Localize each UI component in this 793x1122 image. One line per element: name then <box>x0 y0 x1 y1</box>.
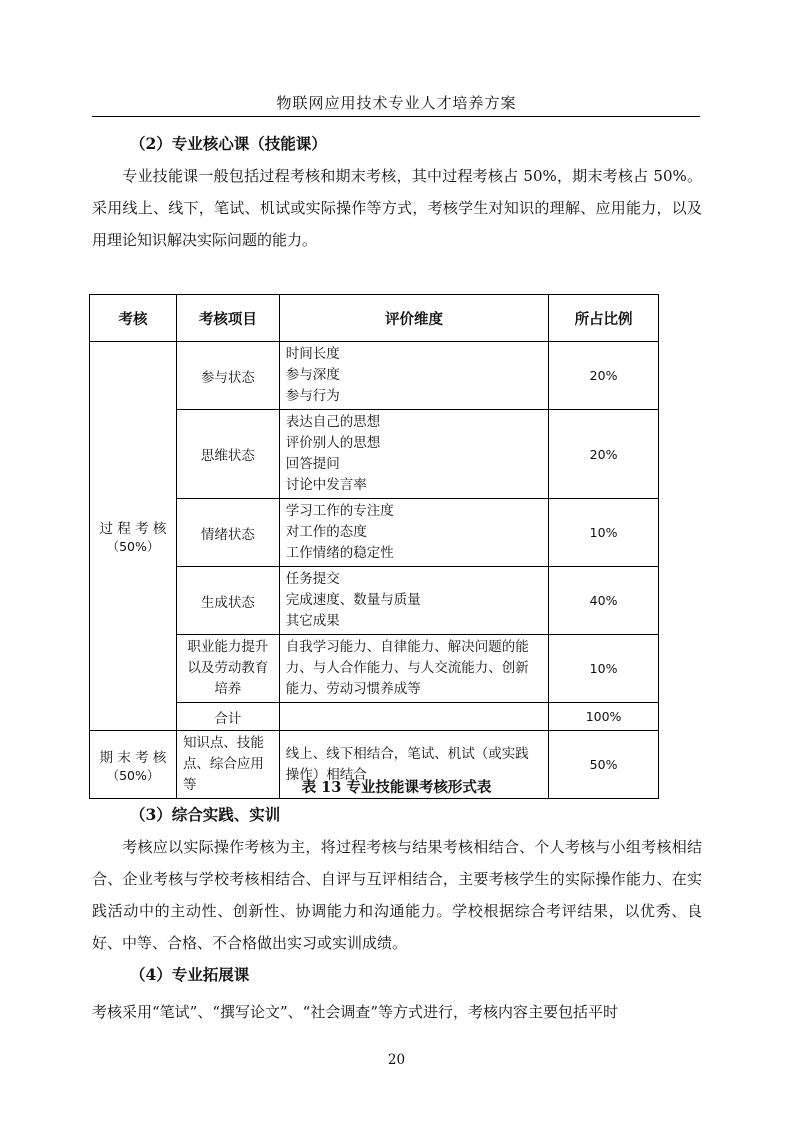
final-assessment-label: 期 末 考 核 <box>99 749 167 766</box>
total-dimension-cell <box>279 703 548 731</box>
evaluation-dimension-cell <box>279 342 548 410</box>
table-header-cell: 考核项目 <box>176 295 279 342</box>
evaluation-dimension-cell <box>279 410 548 499</box>
dimension-line: 参与深度 <box>285 367 340 383</box>
paragraph-text: 考核应以实际操作考核为主，将过程考核与结果考核相结合、个人考核与小组考核相结合、企业考核与学校考核相结合、自评与互评相结合，主要考核学生的实际操作能力、在实践活动中的主动性、创新性、协调能力和沟通能力。学校根据综合考评结果，以优秀、良好、中等、合格、不合格做出实习或实训成绩。 <box>92 838 702 952</box>
evaluation-dimension-cell: 线上、线下相结合，笔试、机试（或实践操作）相结合 <box>279 731 548 799</box>
section-heading-practice: （3）综合实践、实训 <box>130 805 281 824</box>
process-assessment-label: 过 程 考 核 <box>99 521 167 537</box>
assessment-item-cell: 职业能力提升以及劳动教育培养 <box>176 635 279 703</box>
dimension-line: 评价别人的思想 <box>285 435 381 451</box>
ratio-cell: 20% <box>549 342 659 410</box>
table-row <box>90 342 659 410</box>
dimension-line: 其它成果 <box>285 613 340 629</box>
dimension-line: 对工作的态度 <box>285 524 367 540</box>
process-assessment-cell <box>90 342 177 731</box>
document-header-title: 物联网应用技术专业人才培养方案 <box>276 94 517 112</box>
section-heading-extension: （4）专业拓展课 <box>130 965 250 984</box>
assessment-item-cell: 知识点、技能点、综合应用等 <box>176 731 279 799</box>
ratio-cell: 10% <box>549 635 659 703</box>
table-header-cell: 考核 <box>90 295 177 342</box>
dimension-line: 时间长度 <box>285 346 340 362</box>
assessment-item-cell: 生成状态 <box>176 567 279 635</box>
page-number: 20 <box>387 1052 406 1068</box>
total-label-cell: 合计 <box>176 703 279 731</box>
header-divider <box>92 116 700 117</box>
dimension-line: 讨论中发言率 <box>285 477 367 493</box>
evaluation-dimension-cell: 自我学习能力、自律能力、解决问题的能力、与人合作能力、与人交流能力、创新能力、劳动习惯养成等 <box>279 635 548 703</box>
dimension-line: 完成速度、数量与质量 <box>285 592 421 608</box>
dimension-line: 表达自己的思想 <box>285 414 381 430</box>
final-assessment-percent: （50%） <box>106 767 160 783</box>
ratio-cell: 40% <box>549 567 659 635</box>
table-header-row <box>90 295 659 342</box>
table-header-cell: 所占比例 <box>549 295 659 342</box>
dimension-line: 任务提交 <box>285 571 340 587</box>
dimension-line: 回答提问 <box>285 456 340 472</box>
assessment-item-cell: 思维状态 <box>176 410 279 499</box>
dimension-line: 参与行为 <box>285 388 340 404</box>
ratio-cell: 20% <box>549 410 659 499</box>
section-paragraph-core-courses <box>92 160 702 256</box>
process-assessment-percent: （50%） <box>106 539 160 554</box>
section-paragraph-extension: 考核采用“笔试”、“撰写论文”、“社会调查”等方式进行，考核内容主要包括平时 <box>92 1003 619 1021</box>
assessment-item-cell: 情绪状态 <box>176 499 279 567</box>
table-caption: 表 13 专业技能课考核形式表 <box>301 779 492 796</box>
assessment-table <box>89 294 659 799</box>
evaluation-dimension-cell <box>279 499 548 567</box>
section-paragraph-practice <box>92 831 702 959</box>
assessment-item-cell: 参与状态 <box>176 342 279 410</box>
table-header-cell: 评价维度 <box>279 295 548 342</box>
total-ratio-cell: 100% <box>549 703 659 731</box>
ratio-cell: 10% <box>549 499 659 567</box>
dimension-line: 工作情绪的稳定性 <box>285 545 394 561</box>
section-heading-core-courses: （2）专业核心课（技能课） <box>130 134 327 153</box>
dimension-line: 学习工作的专注度 <box>285 503 394 519</box>
evaluation-dimension-cell <box>279 567 548 635</box>
ratio-cell: 50% <box>549 731 659 799</box>
paragraph-text: 专业技能课一般包括过程考核和期末考核，其中过程考核占 50%，期末考核占 50%。采用线上、线下，笔试、机试或实际操作等方式，考核学生对知识的理解、应用能力，以及用理论知识解决实际问题的能力。 <box>92 167 702 249</box>
